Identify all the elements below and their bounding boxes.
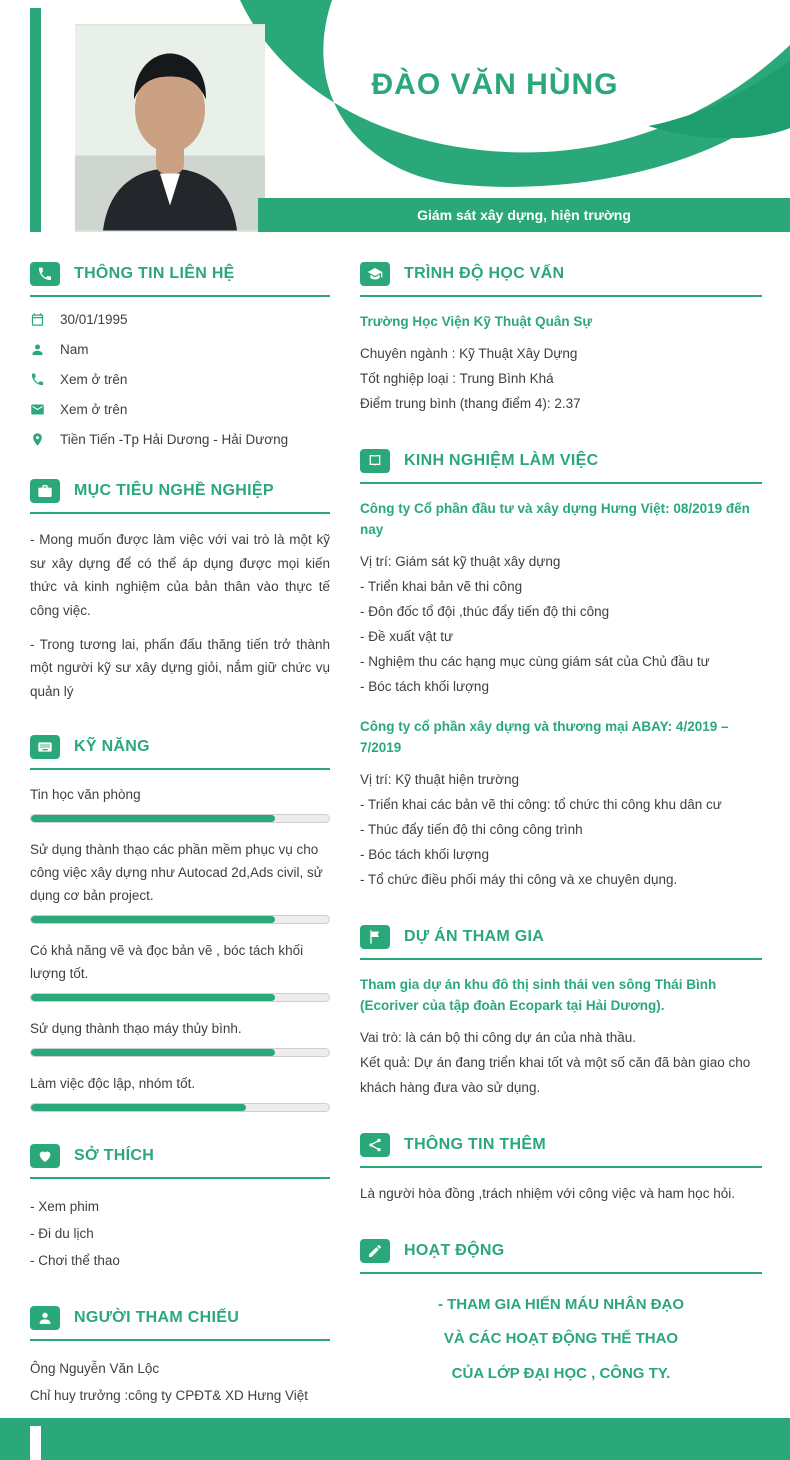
project-line: Vai trò: là cán bộ thi công dự án của nhà thầu. [360,1029,636,1045]
contact-item-gender [30,342,330,357]
skill-item [30,1073,330,1112]
contact-text: Xem ở trên [60,402,128,417]
reference-role: Chỉ huy trưởng :công ty CPĐT& XD Hưng Việt [30,1387,309,1403]
objective-paragraph: - Mong muốn được làm việc với vai trò là một kỹ sư xây dựng để có thể áp dụng được mọi kiến thức và kinh nghiệm của bản thân vào thực tế công việc. [30,532,330,618]
contact-text: Xem ở trên [60,372,128,387]
skill-progress-bar [30,1048,330,1057]
job-bullet: - Nghiệm thu các hạng mục cùng giám sát của Chủ đầu tư [360,653,710,669]
left-column [30,262,330,1441]
job-position: Vị trí: Giám sát kỹ thuật xây dựng [360,553,561,569]
activity-line: - THAM GIA HIẾN MÁU NHÂN ĐẠO [437,1295,685,1313]
email-icon [30,402,46,417]
contact-item-email [30,402,330,417]
phone-icon [30,262,60,286]
profile-photo [75,24,265,232]
section-header-hobbies [30,1144,330,1179]
job-title: Giám sát xây dựng, hiện trường [417,207,631,223]
section-header-references [30,1306,330,1341]
section-projects [360,925,762,1101]
section-experience [360,449,762,893]
location-icon [30,432,46,447]
section-title-contact: THÔNG TIN LIÊN HỆ [74,265,235,282]
section-title-objective: MỤC TIÊU NGHỀ NGHIỆP [74,482,274,499]
hobby-item: - Chơi thể thao [30,1252,120,1268]
pencil-icon [360,1239,390,1263]
reference-name: Ông Nguyễn Văn Lộc [30,1360,160,1376]
job-bullet: - Tổ chức điều phối máy thi công và xe chuyên dụng. [360,871,678,887]
education-line: Điểm trung bình (thang điểm 4): 2.37 [360,395,581,411]
candidate-name: ĐÀO VĂN HÙNG [371,68,619,101]
hobby-item: - Xem phim [30,1198,100,1214]
section-header-experience [360,449,762,484]
skill-label: Sử dụng thành thạo các phần mềm phục vụ cho công việc xây dựng như Autocad 2d,Ads civil, sử dụng cơ bản project. [30,842,323,904]
job-bullet: - Đề xuất vật tư [360,628,454,644]
calendar-icon [30,312,46,327]
skill-item [30,784,330,823]
footer-bar [0,1418,790,1460]
skill-progress-fill [31,1104,246,1111]
skill-item [30,1018,330,1057]
section-hobbies [30,1144,330,1274]
skill-progress-bar [30,814,330,823]
section-header-more-info [360,1133,762,1168]
activity-line: VÀ CÁC HOẠT ĐỘNG THỂ THAO [443,1330,679,1348]
profile-photo-image [75,24,265,232]
section-title-skills: KỸ NĂNG [74,738,150,756]
book-icon [360,449,390,473]
activities-lines [360,1288,762,1392]
section-header-projects [360,925,762,960]
section-title-references: NGƯỜI THAM CHIẾU [74,1308,240,1326]
section-more-info [360,1133,762,1207]
skill-label: Sử dụng thành thạo máy thủy bình. [30,1021,242,1036]
section-header-education [360,262,762,297]
skill-label: Tin học văn phòng [30,787,141,803]
activity-line: CỦA LỚP ĐẠI HỌC , CÔNG TY. [451,1364,671,1382]
job-bullet: - Triển khai các bản vẽ thi công: tổ chức thi công khu dân cư [360,796,722,812]
project-heading: Tham gia dự án khu đô thị sinh thái ven sông Thái Bình (Ecoriver của tập đoàn Ecopark tại Hải Dương). [360,976,717,1014]
job-bullet: - Đôn đốc tổ đội ,thúc đẩy tiến độ thi công [360,603,610,619]
job-bullet: - Bóc tách khối lượng [360,846,489,862]
top-left-accent-bar [30,8,41,232]
heart-icon [30,1144,60,1168]
contact-item-birthdate [30,312,330,327]
skill-progress-fill [31,1049,275,1056]
contact-item-phone [30,372,330,387]
job-bullet: - Thúc đẩy tiến độ thi công công trình [360,821,583,837]
section-title-activities: HOẠT ĐỘNG [404,1241,505,1259]
skill-label: Có khả năng vẽ và đọc bản vẽ , bóc tách khối lượng tốt. [30,943,304,982]
section-title-experience: KINH NGHIỆM LÀM VIỆC [404,451,599,469]
contact-text: 30/01/1995 [60,312,128,327]
objective-paragraph: - Trong tương lai, phấn đấu thăng tiến trở thành một người kỹ sư xây dựng giỏi, nắm giữ chức vụ quản lý [30,636,330,699]
skill-progress-fill [31,994,275,1001]
skill-label: Làm việc độc lập, nhóm tốt. [30,1075,196,1091]
skill-progress-bar [30,1103,330,1112]
section-title-hobbies: SỞ THÍCH [74,1146,155,1164]
skill-item [30,940,330,1002]
experience-job [360,716,762,893]
section-header-activities [360,1239,762,1274]
person-icon [30,342,46,357]
job-bullets [360,793,762,893]
graduation-cap-icon [360,262,390,286]
section-references [30,1306,330,1409]
phone-icon [30,372,46,387]
experience-job [360,498,762,700]
flag-icon [360,925,390,949]
skill-progress-bar [30,915,330,924]
job-bullets [360,575,762,700]
section-skills [30,735,330,1112]
skill-progress-fill [31,916,275,923]
section-contact [30,262,330,447]
keyboard-icon [30,735,60,759]
section-header-contact [30,262,330,297]
job-bullet: - Bóc tách khối lượng [360,678,489,694]
skill-progress-bar [30,993,330,1002]
job-bullet: - Triển khai bản vẽ thi công [360,578,523,594]
more-info-text: Là người hòa đồng ,trách nhiệm với công việc và ham học hỏi. [360,1185,735,1201]
education-line: Tốt nghiệp loại : Trung Bình Khá [360,370,554,386]
project-line: Kết quả: Dự án đang triển khai tốt và một số căn đã bàn giao cho khách hàng đưa vào sử dụng. [360,1054,751,1095]
contact-text: Nam [60,342,89,357]
contact-text: Tiền Tiến -Tp Hải Dương - Hải Dương [60,432,289,447]
share-icon [360,1133,390,1157]
footer-accent-notch [30,1426,41,1460]
education-line: Chuyên ngành : Kỹ Thuật Xây Dựng [360,345,578,361]
section-title-projects: DỰ ÁN THAM GIA [404,927,545,945]
job-title-bar [258,198,790,232]
section-header-skills [30,735,330,770]
section-header-objective [30,479,330,514]
person-icon [30,1306,60,1330]
education-school: Trường Học Viện Kỹ Thuật Quân Sự [360,314,593,329]
section-title-education: TRÌNH ĐỘ HỌC VẤN [404,265,565,282]
right-column [360,262,762,1423]
section-activities [360,1239,762,1392]
contact-item-address [30,432,330,447]
skill-item [30,839,330,924]
section-objective [30,479,330,703]
job-company: Công ty Cổ phần đầu tư và xây dựng Hưng Việt: 08/2019 đến nay [360,500,750,538]
skill-progress-fill [31,815,275,822]
job-company: Công ty cổ phần xây dựng và thương mại ABAY: 4/2019 – 7/2019 [360,718,729,756]
section-title-more-info: THÔNG TIN THÊM [404,1135,546,1153]
job-position: Vị trí: Kỹ thuật hiện trường [360,771,519,787]
hobby-item: - Đi du lịch [30,1225,94,1241]
briefcase-icon [30,479,60,503]
section-education [360,262,762,417]
